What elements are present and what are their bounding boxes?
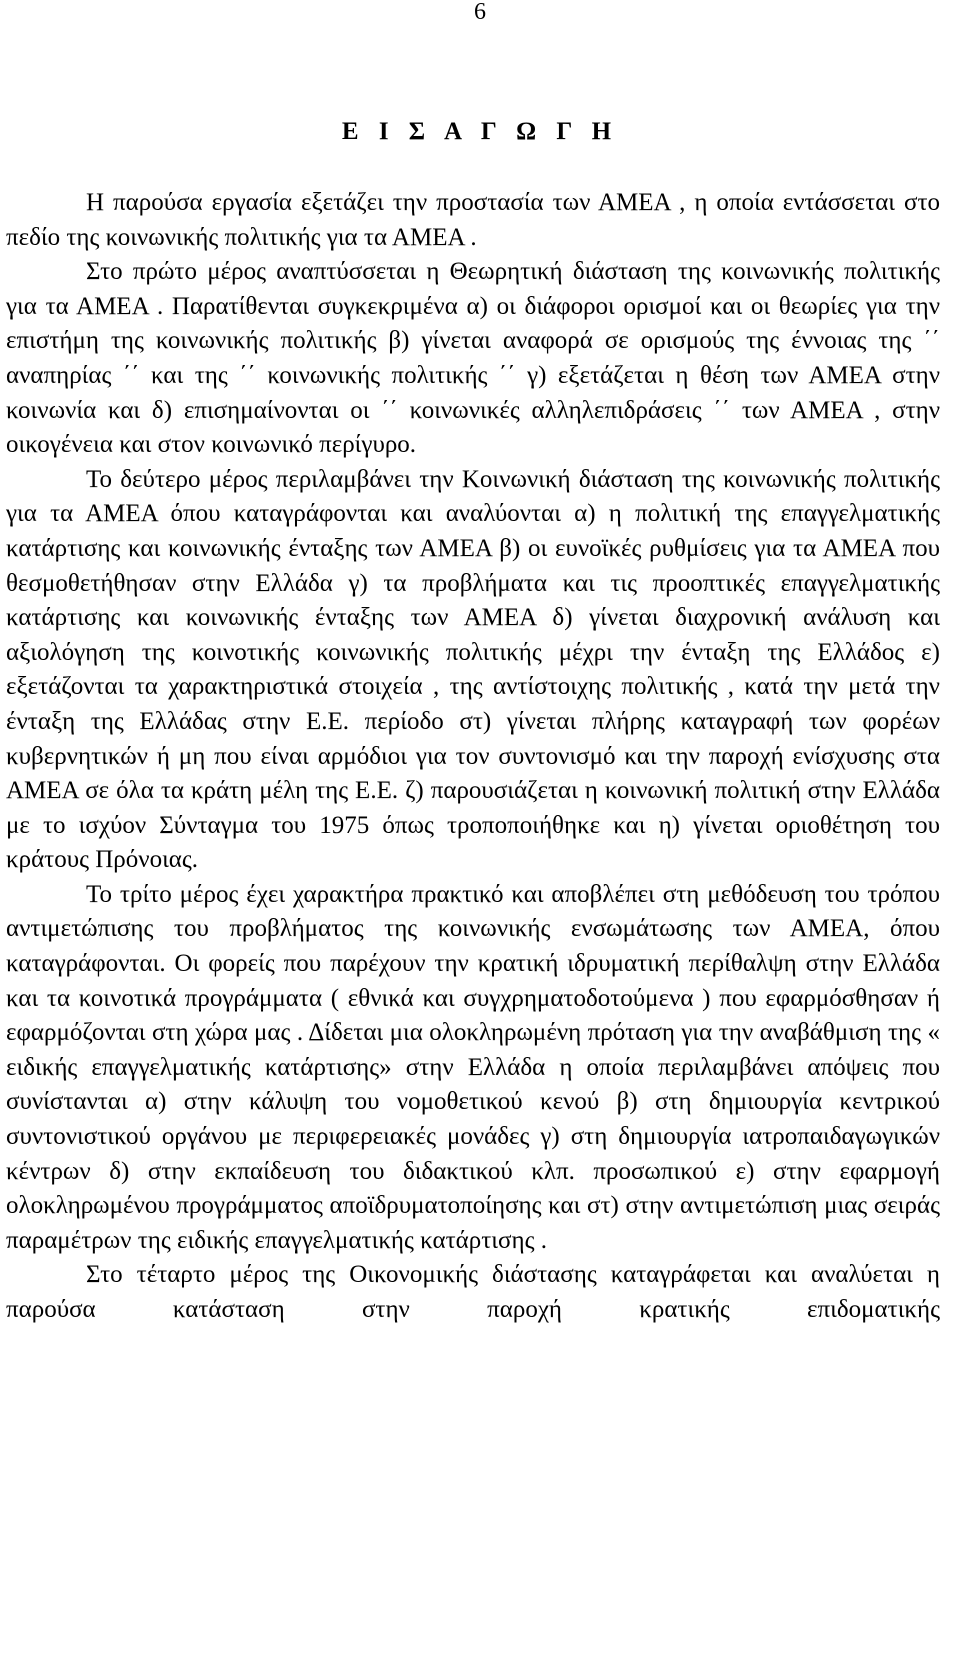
- paragraph-2: Στο πρώτο μέρος αναπτύσσεται η Θεωρητική διάσταση της κοινωνικής πολιτικής για τα ΑΜΕΑ . Παρατίθενται συγκεκριμένα α) οι διάφοροι ορισμοί και οι θεωρίες για την επιστήμη της κοινωνικής πολιτικής β) γίνεται αναφορά σε ορισμούς της έννοιας της ΄΄ αναπηρίας ΄΄ και της ΄΄ κοινωνικής πολιτικής ΄΄ γ) εξετάζεται η θέση των ΑΜΕΑ στην κοινωνία και δ) επισημαίνονται οι ΄΄ κοινωνικές αλληλεπιδράσεις ΄΄ των ΑΜΕΑ , στην οικογένεια και στον κοινωνικό περίγυρο.: [6, 258, 940, 459]
- paragraph-4: Το τρίτο μέρος έχει χαρακτήρα πρακτικό και αποβλέπει στη μεθόδευση του τρόπου αντιμετώπισης του προβλήματος της κοινωνικής ενσωμάτωσης των ΑΜΕΑ, όπου καταγράφονται. Οι φορείς που παρέχουν την κρατική ιδρυματική περίθαλψη στην Ελλάδα και τα κοινοτικά προγράμματα ( εθνικά και συγχρηματοδοτούμενα ) που εφαρμόσθησαν ή εφαρμόζονται στη χώρα μας . Δίδεται μια ολοκληρωμένη πρόταση για την αναβάθμιση της « ειδικής επαγγελματικής κατάρτισης» στην Ελλάδα η οποία περιλαμβάνει απόψεις που συνίστανται α) στην κάλυψη του νομοθετικού κενού β) στη δημιουργία κεντρικού συντονιστικού οργάνου με περιφερειακές μονάδες γ) στη δημιουργία ιατροπαιδαγωγικών κέντρων δ) στην εκπαίδευση του διδακτικού κλπ. προσωπικού ε) στην εφαρμογή ολοκληρωμένου προγράμματος αποϊδρυματοποίησης και στ) στην αντιμετώπιση μιας σειράς παραμέτρων της ειδικής επαγγελματικής κατάρτισης .: [6, 880, 940, 1254]
- body-text: [6, 186, 940, 1328]
- paragraph-3: Το δεύτερο μέρος περιλαμβάνει την Κοινωνική διάσταση της κοινωνικής πολιτικής για τα ΑΜΕΑ όπου καταγράφονται και αναλύονται α) η πολιτική της επαγγελματικής κατάρτισης και κοινωνικής ένταξης των ΑΜΕΑ β) οι ευνοϊκές ρυθμίσεις για τα ΑΜΕΑ που θεσμοθετήθησαν στην Ελλάδα γ) τα προβλήματα και τις προοπτικές επαγγελματικής κατάρτισης και κοινωνικής ένταξης των ΑΜΕΑ δ) γίνεται διαχρονική ανάλυση και αξιολόγηση της κοινοτικής κοινωνικής πολιτικής μέχρι την ένταξη της Ελλάδος ε) εξετάζονται τα χαρακτηριστικά στοιχεία , της αντίστοιχης πολιτικής , κατά την μετά την ένταξη της Ελλάδας στην Ε.Ε. περίοδο στ) γίνεται πλήρης καταγραφή των φορέων κυβερνητικών ή μη που είναι αρμόδιοι για τον συντονισμό και την παροχή ενίσχυσης στα ΑΜΕΑ σε όλα τα κράτη μέλη της Ε.Ε. ζ) παρουσιάζεται η κοινωνική πολιτική στην Ελλάδα με το ισχύον Σύνταγμα του 1975 όπως τροποποιήθηκε και η) γίνεται οριοθέτηση του κράτους Πρόνοιας.: [6, 465, 940, 874]
- section-heading: Ε Ι Σ Α Γ Ω Γ Η: [341, 118, 619, 145]
- paragraph-5: Στο τέταρτο μέρος της Οικονομικής διάστασης καταγράφεται και αναλύεται η παρούσα κατάσταση στην παροχή κρατικής επιδοματικής: [6, 1261, 940, 1323]
- paragraph-1: Η παρούσα εργασία εξετάζει την προστασία των ΑΜΕΑ , η οποία εντάσσεται στο πεδίο της κοινωνικής πολιτικής για τα ΑΜΕΑ .: [6, 189, 940, 251]
- page-number: 6: [474, 0, 486, 25]
